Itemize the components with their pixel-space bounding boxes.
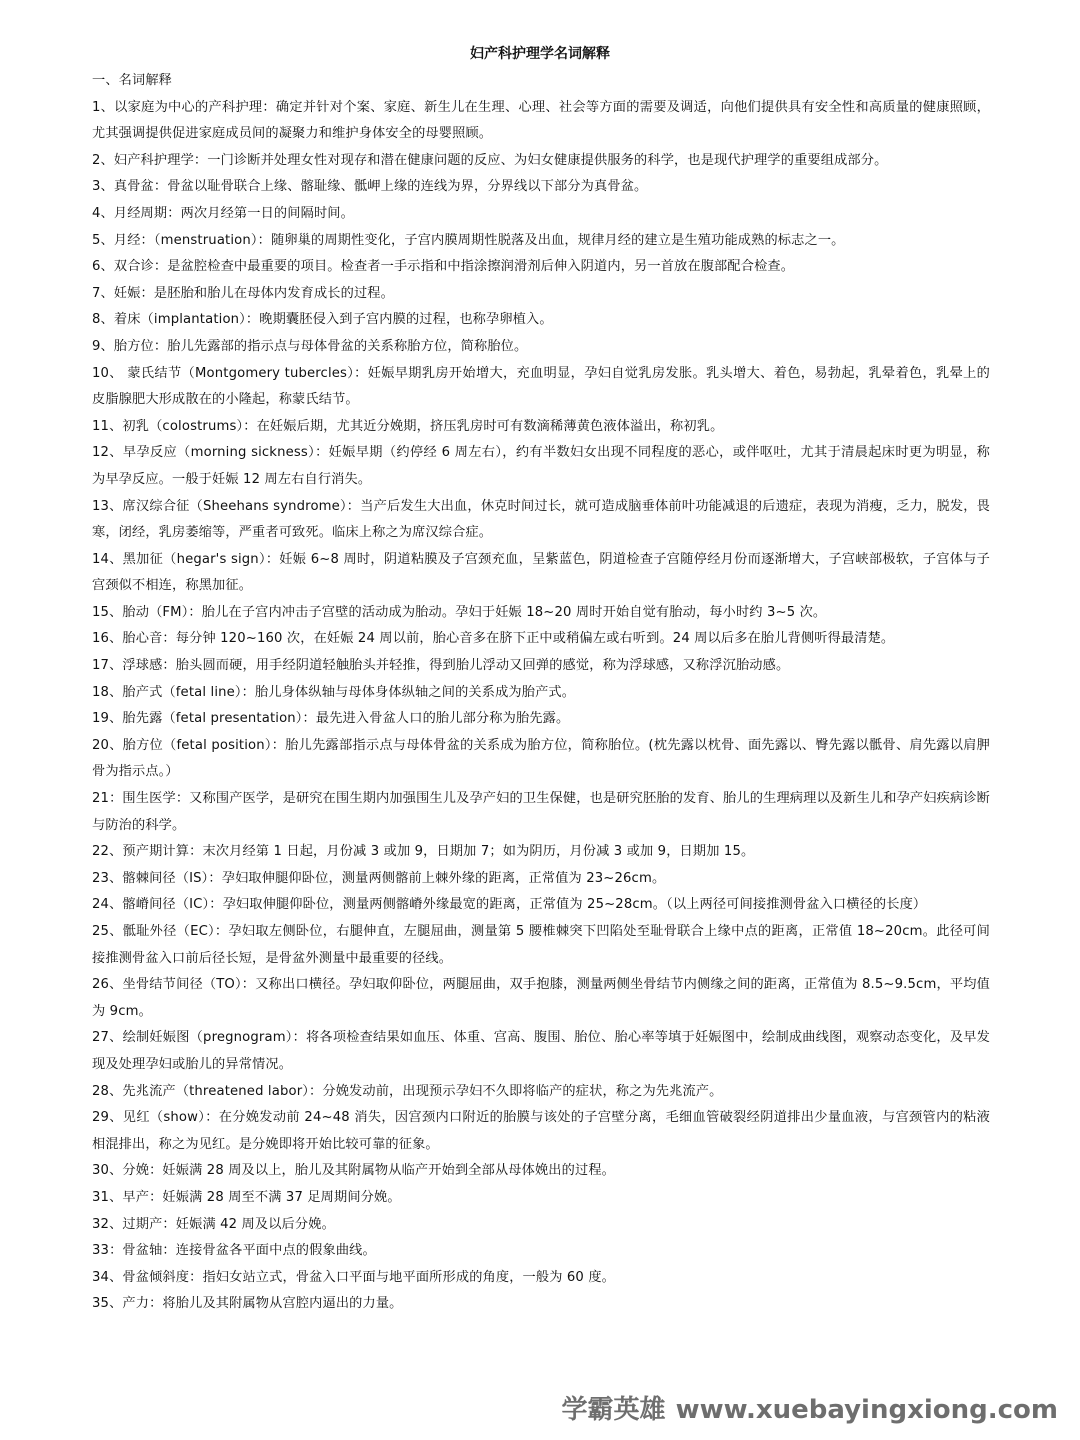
definition-item: 21：围生医学：又称围产医学，是研究在围生期内加强围生儿及孕产妇的卫生保健，也是研究胚胎的发育、胎儿的生理病理以及新生儿和孕产妇疾病诊断与防治的科学。 [92, 791, 990, 833]
definition-item: 5、月经：（menstruation）：随卵巢的周期性变化，子宫内膜周期性脱落及出血，规律月经的建立是生殖功能成熟的标志之一。 [92, 232, 845, 248]
definition-item: 26、坐骨结节间径（TO）：又称出口横径。孕妇取仰卧位，两腿屈曲，双手抱膝，测量两侧坐骨结节内侧缘之间的距离，正常值为 8.5~9.5cm，平均值为 9cm。 [92, 977, 990, 1019]
definition-item: 15、胎动（FM）：胎儿在子宫内冲击子宫壁的活动成为胎动。孕妇于妊娠 18~20 周时开始自觉有胎动，每小时约 3~5 次。 [92, 604, 827, 620]
definition-item: 22、预产期计算：末次月经第 1 日起，月份减 3 或加 9，日期加 7；如为阴历，月份减 3 或加 9，日期加 15。 [92, 844, 755, 860]
site-watermark [562, 1390, 1058, 1430]
definition-item: 11、初乳（colostrums）：在妊娠后期，尤其近分娩期，挤压乳房时可有数滴稀薄黄色液体溢出，称初乳。 [92, 418, 724, 434]
definition-item: 17、浮球感：胎头圆而硬，用手经阴道轻触胎头并轻推，得到胎儿浮动又回弹的感觉，称为浮球感，又称浮沉胎动感。 [92, 658, 790, 674]
definition-item: 3、真骨盆：骨盆以耻骨联合上缘、髂耻缘、骶岬上缘的连线为界，分界线以下部分为真骨盆。 [92, 179, 648, 195]
definition-item: 16、胎心音：每分钟 120~160 次，在妊娠 24 周以前，胎心音多在脐下正中或稍偏左或右听到。24 周以后多在胎儿背侧听得最清楚。 [92, 631, 895, 647]
definition-item: 2、妇产科护理学：一门诊断并处理女性对现存和潜在健康问题的反应、为妇女健康提供服务的科学，也是现代护理学的重要组成部分。 [92, 152, 888, 168]
definition-item: 19、胎先露（fetal presentation）：最先进入骨盆人口的胎儿部分称为胎先露。 [92, 711, 570, 727]
definition-item: 29、见红（show）：在分娩发动前 24~48 消失，因宫颈内口附近的胎膜与该处的子宫壁分离，毛细血管破裂经阴道排出少量血液，与宫颈管内的粘液相混排出，称之为见红。是分娩即将开始比较可靠的征象。 [92, 1110, 990, 1152]
definition-item: 12、早孕反应（morning sickness）：妊娠早期（约停经 6 周左右），约有半数妇女出现不同程度的恶心，或伴呕吐，尤其于清晨起床时更为明显，称为早孕反应。一般于妊娠 12 周左右自行消失。 [92, 445, 990, 487]
page-title: 妇产科护理学名词解释 [470, 46, 610, 62]
section-heading: 一、名词解释 [92, 73, 173, 88]
watermark-brand: 学霸英雄 [561, 1395, 666, 1425]
definition-item: 27、绘制妊娠图（pregnogram）：将各项检查结果如血压、体重、宫高、腹围、胎位、胎心率等填于妊娠图中，绘制成曲线图，观察动态变化，及早发现及处理孕妇或胎儿的异常情况。 [92, 1030, 990, 1072]
watermark-url: www.xuebayingxiong.com [675, 1395, 1058, 1425]
definition-list [92, 95, 990, 1318]
definition-item: 31、早产：妊娠满 28 周至不满 37 足周期间分娩。 [92, 1189, 401, 1205]
definition-item: 6、双合诊：是盆腔检查中最重要的项目。检查者一手示指和中指涂擦润滑剂后伸入阴道内，另一首放在腹部配合检查。 [92, 259, 795, 275]
definition-item: 10、 蒙氏结节（Montgomery tubercles）：妊娠早期乳房开始增大，充血明显，孕妇自觉乳房发胀。乳头增大、着色，易勃起，乳晕着色，乳晕上的皮脂腺肥大形成散在的小隆起，称蒙氏结节。 [92, 365, 990, 408]
definition-item: 24、髂嵴间径（IC）：孕妇取伸腿仰卧位，测量两侧髂嵴外缘最宽的距离，正常值为 25~28cm。（以上两径可间接推测骨盆入口横径的长度） [92, 897, 927, 913]
definition-item: 8、着床（implantation）：晚期囊胚侵入到子宫内膜的过程，也称孕卵植入。 [92, 312, 553, 328]
definition-item: 28、先兆流产（threatened labor）：分娩发动前，出现预示孕妇不久即将临产的症状，称之为先兆流产。 [92, 1083, 723, 1099]
definition-item: 34、骨盆倾斜度：指妇女站立式，骨盆入口平面与地平面所形成的角度，一般为 60 度。 [92, 1269, 615, 1285]
definition-item: 7、妊娠：是胚胎和胎儿在母体内发育成长的过程。 [92, 285, 394, 301]
definition-item: 30、分娩：妊娠满 28 周及以上，胎儿及其附属物从临产开始到全部从母体娩出的过程。 [92, 1163, 615, 1179]
definition-item: 18、胎产式（fetal line）：胎儿身体纵轴与母体身体纵轴之间的关系成为胎产式。 [92, 684, 576, 700]
definition-item: 1、以家庭为中心的产科护理：确定并针对个案、家庭、新生儿在生理、心理、社会等方面的需要及调适，向他们提供具有安全性和高质量的健康照顾，尤其强调提供促进家庭成员间的凝聚力和维护身体安全的母婴照顾。 [92, 99, 990, 142]
definition-item: 35、产力：将胎儿及其附属物从宫腔内逼出的力量。 [92, 1296, 403, 1312]
definition-item: 13、席汉综合征（Sheehans syndrome）：当产后发生大出血，休克时间过长，就可造成脑垂体前叶功能减退的后遗症，表现为消瘦，乏力，脱发，畏寒，闭经，乳房萎缩等，严重者可致死。临床上称之为席汉综合症。 [92, 498, 990, 541]
definition-item: 9、胎方位：胎儿先露部的指示点与母体骨盆的关系称胎方位，简称胎位。 [92, 338, 528, 354]
definition-item: 14、黑加征（hegar's sign）：妊娠 6~8 周时，阴道粘膜及子宫颈充血，呈紫蓝色，阴道检查子宫随停经月份而逐渐增大，子宫峡部极软，子宫体与子宫颈似不相连，称黑加征。 [92, 551, 990, 594]
definition-item: 23、髂棘间径（IS）：孕妇取伸腿仰卧位，测量两侧髂前上棘外缘的距离，正常值为 23~26cm。 [92, 870, 666, 886]
definition-item: 4、月经周期：两次月经第一日的间隔时间。 [92, 205, 354, 221]
definition-item: 20、胎方位（fetal position）：胎儿先露部指示点与母体骨盆的关系成为胎方位，简称胎位。(枕先露以枕骨、面先露以、臀先露以骶骨、肩先露以肩胛骨为指示点。） [92, 737, 990, 780]
definition-item: 32、过期产：妊娠满 42 周及以后分娩。 [92, 1216, 335, 1232]
document-body [92, 68, 990, 1318]
definition-item: 33：骨盆轴：连接骨盆各平面中点的假象曲线。 [92, 1243, 376, 1259]
definition-item: 25、骶耻外径（EC）：孕妇取左侧卧位，右腿伸直，左腿屈曲，测量第 5 腰椎棘突下凹陷处至耻骨联合上缘中点的距离，正常值 18~20cm。此径可间接推测骨盆入口前后径长短，是骨盆外测量中最重要的径线。 [92, 924, 990, 966]
